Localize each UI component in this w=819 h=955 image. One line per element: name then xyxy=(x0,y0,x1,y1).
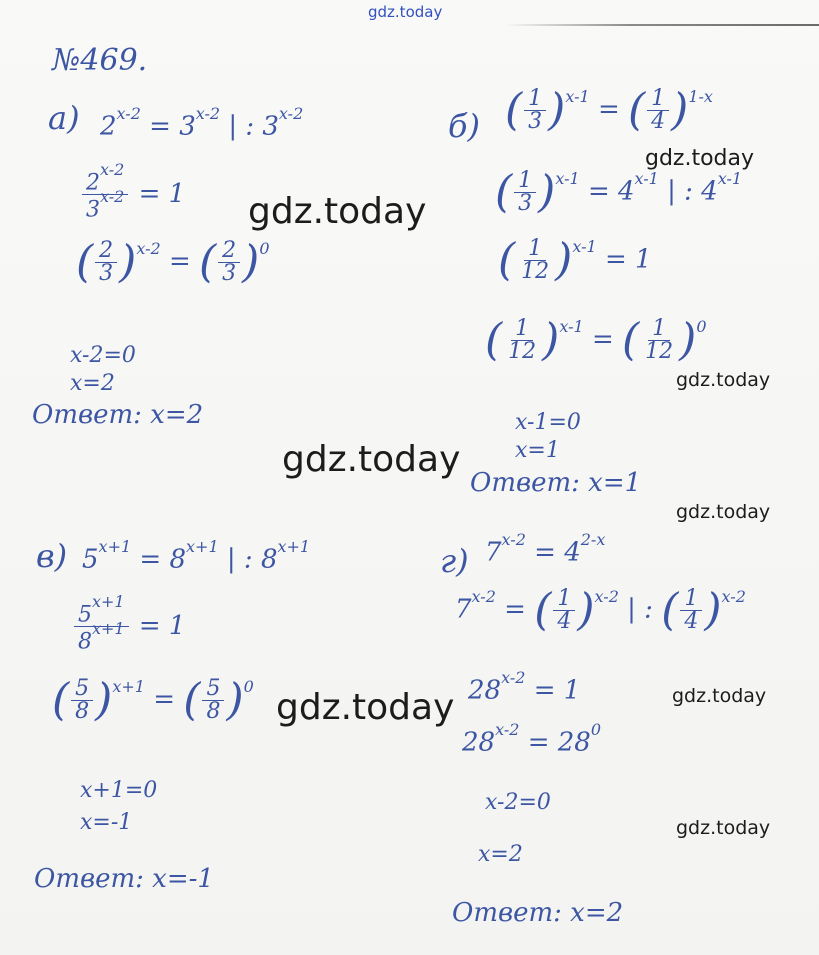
part-a-eq1: x-2=0 xyxy=(70,343,136,368)
part-g-eq2: x=2 xyxy=(478,842,523,867)
part-a-line1: $2^{x-2} = 3^{x-2}$ | : 3$^{x-2}$ xyxy=(100,104,304,142)
part-b-line3: ( $\frac{1}{12}$ )$^{x-1}$ = 1 xyxy=(498,234,652,286)
part-g-line4: $28^{x-2} = 28^0$ xyxy=(462,720,602,758)
part-b-label: б) xyxy=(448,107,481,145)
watermark: gdz.today xyxy=(248,191,427,232)
part-g-line1: $7^{x-2} = 4^{2-x}$ xyxy=(485,530,606,568)
part-v-eq1: x+1=0 xyxy=(80,778,158,803)
part-g-line3: 28$^{x-2}$ = 1 xyxy=(468,668,581,706)
watermark: gdz.today xyxy=(672,685,767,707)
page-edge-line xyxy=(505,24,819,26)
part-a-line3: ( $\frac{2}{3}$ )$^{x-2}$ = ( $\frac{2}{3}$ )$^0$ xyxy=(76,236,270,288)
part-a-answer: Ответ: x=2 xyxy=(32,400,204,430)
part-a-eq2: x=2 xyxy=(70,371,115,396)
part-v-label: в) xyxy=(36,537,68,575)
part-b-line2: ( $\frac{1}{3}$ )$^{x-1} = 4^{x-1}$ | : 4$^{x-1}$ xyxy=(495,166,743,218)
part-v-answer: Ответ: x=-1 xyxy=(34,864,214,894)
watermark: gdz.today xyxy=(645,146,755,171)
problem-number: №469. xyxy=(52,43,148,78)
part-a-line2: $\frac{2^{x-2}}{3^{x-2}}$ = 1 xyxy=(80,168,185,222)
watermark: gdz.today xyxy=(676,817,771,839)
part-b-line1: ( $\frac{1}{3}$ )$^{x-1}$ = ( $\frac{1}{4}$ )$^{1-x}$ xyxy=(505,84,713,136)
watermark: gdz.today xyxy=(276,687,455,728)
part-b-eq2: x=1 xyxy=(515,438,560,463)
part-v-line1: $5^{x+1} = 8^{x+1}$ | : $8^{x+1}$ xyxy=(82,537,311,575)
part-g-line2: $7^{x-2}$ = ( $\frac{1}{4}$ )$^{x-2}$ | : ( $\frac{1}{4}$ )$^{x-2}$ xyxy=(455,584,746,636)
part-v-line2: $\frac{5^{x+1}}{8^{x+1}}$ = 1 xyxy=(72,600,185,654)
part-b-line4: ( $\frac{1}{12}$ )$^{x-1}$ = ( $\frac{1}{12}$ )$^0$ xyxy=(485,314,707,366)
watermark: gdz.today xyxy=(282,439,461,480)
part-g-eq1: x-2=0 xyxy=(485,790,551,815)
part-v-eq2: x=-1 xyxy=(80,810,133,835)
part-g-answer: Ответ: x=2 xyxy=(452,898,624,928)
watermark: gdz.today xyxy=(676,369,771,391)
part-b-eq1: x-1=0 xyxy=(515,410,581,435)
watermark: gdz.today xyxy=(676,501,771,523)
watermark-top[interactable]: gdz.today xyxy=(368,3,443,21)
part-a-label: а) xyxy=(48,99,80,137)
part-v-line3: ( $\frac{5}{8}$ )$^{x+1}$ = ( $\frac{5}{8}$ )$^0$ xyxy=(52,674,254,726)
part-b-answer: Ответ: x=1 xyxy=(470,468,642,498)
part-g-label: г) xyxy=(440,542,469,580)
